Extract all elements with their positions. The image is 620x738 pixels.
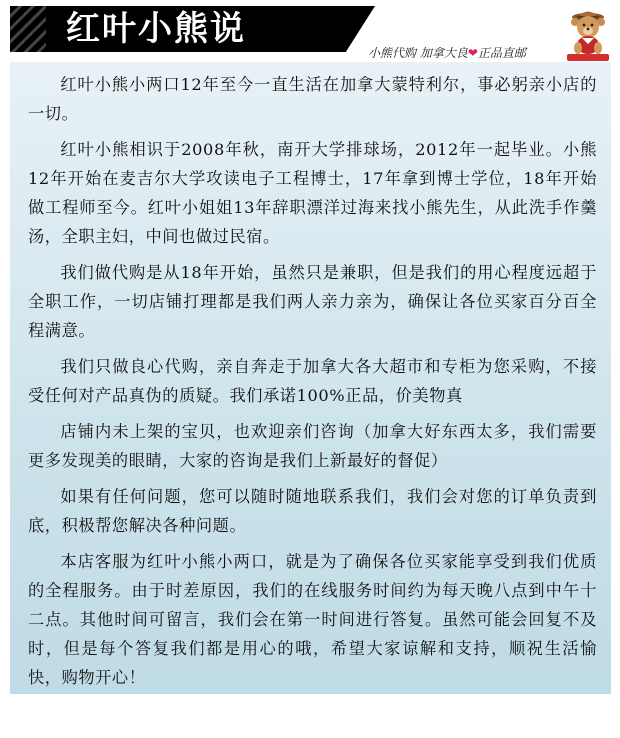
paragraph: 我们只做良心代购，亲自奔走于加拿大各大超市和专柜为您采购，不接受任何对产品真伪的质疑。我们承诺100%正品，价美物真 <box>28 357 597 405</box>
heart-icon: ❤ <box>467 46 478 60</box>
paragraph: 如果有任何问题，您可以随时随地联系我们，我们会对您的订单负责到底，积极帮您解决各种问题。 <box>28 487 597 535</box>
paragraph: 店铺内未上架的宝贝，也欢迎亲们咨询（加拿大好东西太多，我们需要更多发现美的眼睛，大家的咨询是我们上新最好的督促） <box>28 422 597 470</box>
tagline <box>368 44 526 61</box>
bear-logo <box>563 8 613 62</box>
paragraph: 红叶小熊相识于2008年秋，南开大学排球场，2012年一起毕业。小熊12年开始在麦吉尔大学攻读电子工程博士，17年拿到博士学位，18年开始做工程师至今。红叶小姐姐13年辞职漂洋过海来找小熊先生，从此洗手作羹汤，全职主妇，中间也做过民宿。 <box>28 140 597 246</box>
tagline-left: 小熊代购 加拿大良 <box>368 46 468 60</box>
paragraph: 本店客服为红叶小熊小两口，就是为了确保各位买家能享受到我们优质的全程服务。由于时差原因，我们的在线服务时间约为每天晚八点到中午十二点。其他时间可留言，我们会在第一时间进行答复。虽然可能会回复不及时，但是每个答复我们都是用心的哦，希望大家谅解和支持，顺祝生活愉快，购物开心！ <box>28 552 597 687</box>
title-stripe-decoration <box>10 6 46 52</box>
paragraph: 红叶小熊小两口12年至今一直生活在加拿大蒙特利尔，事必躬亲小店的一切。 <box>28 75 597 123</box>
header <box>0 0 620 60</box>
tagline-right: 正品直邮 <box>477 46 526 60</box>
content-panel <box>10 62 611 694</box>
page-title: 红叶小熊说 <box>66 9 246 49</box>
paragraph: 我们做代购是从18年开始，虽然只是兼职，但是我们的用心程度远超于全职工作，一切店铺打理都是我们两人亲力亲为，确保让各位买家百分百全程满意。 <box>28 263 597 340</box>
